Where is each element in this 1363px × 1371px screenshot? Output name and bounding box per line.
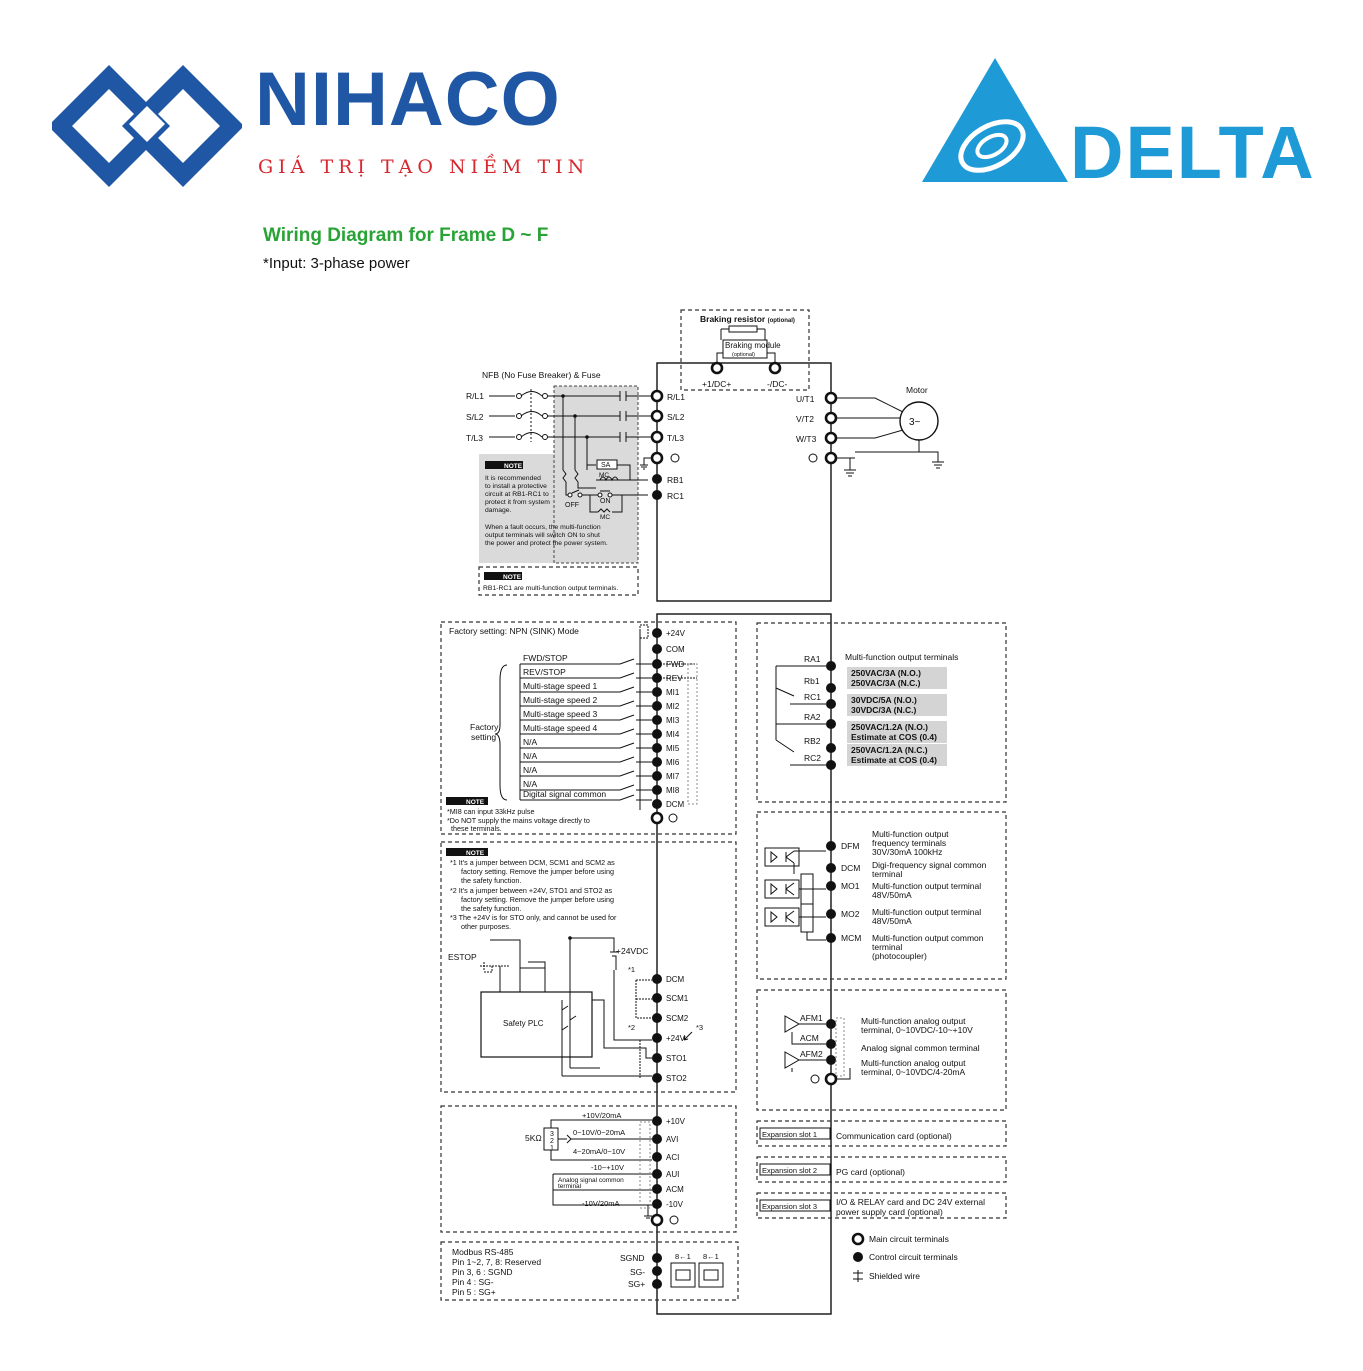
ground-icon	[669, 814, 677, 822]
terminal-avi	[652, 1134, 662, 1144]
terminal-mi6	[652, 757, 662, 767]
photocoupler-desc-4-2: 48V/50mA	[872, 916, 912, 926]
legend-control-terminal-icon	[853, 1252, 863, 1262]
expansion-desc-3b: power supply card (optional)	[836, 1207, 943, 1217]
safety-note-8: other purposes.	[461, 922, 511, 931]
terminal-label-afm2-out: AFM2	[800, 1049, 823, 1059]
note-1-line-2: to install a protective	[485, 483, 547, 490]
diagram-title: Wiring Diagram for Frame D ~ F	[263, 225, 549, 246]
nfb-label: NFB (No Fuse Breaker) & Fuse	[482, 370, 601, 380]
photocoupler-icons	[765, 848, 826, 940]
terminal-label-scm2: SCM2	[666, 1014, 689, 1023]
terminal-sto2	[652, 1073, 662, 1083]
terminal-dcm	[652, 799, 662, 809]
relay-title: Multi-function output terminals	[845, 652, 959, 662]
legend-main: Main circuit terminals	[869, 1234, 949, 1244]
expansion-slot-1: Expansion slot 1	[762, 1130, 818, 1139]
expansion-section	[757, 1121, 1006, 1218]
modbus-terminal-label-3: SG+	[628, 1279, 646, 1289]
terminal-label-mi7: MI7	[666, 772, 680, 781]
mc-label-bottom: MC	[600, 514, 611, 521]
analog-output-desc-1-2: terminal, 0~10VDC/-10~+10V	[861, 1025, 973, 1035]
terminal-scm2	[652, 1013, 662, 1023]
terminal-ra1	[826, 661, 836, 671]
terminal-label-afm1-out: AFM1	[800, 1013, 823, 1023]
legend	[853, 1234, 958, 1282]
safety-note-3: the safety function.	[461, 876, 522, 885]
terminal-label-com: COM	[666, 645, 685, 654]
terminal-t-l3	[652, 432, 662, 442]
terminal-label-rc2: RC2	[804, 753, 822, 763]
ground-icon	[671, 454, 679, 462]
di-label-1: FWD/STOP	[523, 653, 568, 663]
safety-note-6: the safety function.	[461, 904, 522, 913]
estop-label: ESTOP	[448, 952, 477, 962]
terminal-label-10v: -10V	[666, 1200, 683, 1209]
terminal-dcm	[652, 974, 662, 984]
expansion-desc-3a: I/O & RELAY card and DC 24V external	[836, 1197, 985, 1207]
terminal-dfm-out	[826, 841, 836, 851]
note-1-line-6: When a fault occurs, the multi-function	[485, 524, 601, 531]
ai-label-5: Analog signal common	[558, 1177, 624, 1184]
pot-pin-2: 2	[550, 1138, 554, 1145]
terminal-mcm-out	[826, 933, 836, 943]
analog-input-section	[441, 1106, 736, 1232]
terminal-rc2	[826, 760, 836, 770]
terminal-mo2-out	[826, 909, 836, 919]
di-label-10: N/A	[523, 779, 538, 789]
factory-setting-label-1: Factory	[470, 722, 499, 732]
nihaco-tagline: GIÁ TRỊ TẠO NIỀM TIN	[258, 156, 590, 178]
terminal-ground-ai	[652, 1215, 662, 1225]
terminal-label-rc1: RC1	[804, 692, 822, 702]
modbus-terminal-label-1: SGND	[620, 1253, 645, 1263]
terminal-10v	[652, 1116, 662, 1126]
rj45-port-label-1: 8←1	[675, 1252, 691, 1261]
motor-label: Motor	[906, 385, 928, 395]
input-terminal-label-2: S/L2	[667, 412, 685, 422]
di-label-7: N/A	[523, 737, 538, 747]
terminal-label-sto1: STO1	[666, 1054, 687, 1063]
analog-output-desc-3-2: terminal, 0~10VDC/4-20mA	[861, 1067, 966, 1077]
terminal-s-l2	[652, 411, 662, 421]
terminal-label-24v: +24V	[666, 629, 685, 638]
safety-mark-3: *3	[696, 1023, 704, 1032]
safety-note-5: factory setting. Remove the jumper before using	[461, 895, 615, 904]
ai-label-1: +10V/20mA	[582, 1111, 622, 1120]
pot-label: 5KΩ	[525, 1133, 542, 1143]
dc-neg-label: -/DC-	[767, 379, 788, 389]
terminal-sg-minus	[652, 1266, 662, 1276]
power-input-section	[466, 370, 685, 595]
terminal-com	[652, 644, 662, 654]
terminal-ground-di	[652, 813, 662, 823]
legend-shielded: Shielded wire	[869, 1271, 921, 1281]
relay-rating-3a: 250VAC/1.2A (N.O.)	[851, 722, 928, 732]
relay-rating-1b: 250VAC/3A (N.C.)	[851, 678, 921, 688]
terminal-mo1-out	[826, 881, 836, 891]
terminal-fwd	[652, 659, 662, 669]
note-2-tag: NOTE	[503, 574, 522, 581]
terminal-label-ra2: RA2	[804, 712, 821, 722]
terminal-label-mcm-out: MCM	[841, 933, 862, 943]
expansion-desc-2: PG card (optional)	[836, 1167, 905, 1177]
safety-plc-label: Safety PLC	[503, 1019, 544, 1028]
di-note-1: *MI8 can input 33kHz pulse	[447, 807, 535, 816]
note-2-text: RB1-RC1 are multi-function output terminals.	[483, 585, 619, 592]
terminal-acm	[652, 1184, 662, 1194]
nihaco-wordmark: NIHACO	[255, 57, 561, 142]
terminal-ra2	[826, 719, 836, 729]
analog-output-desc-2-1: Analog signal common terminal	[861, 1043, 980, 1053]
terminal-label-mi3: MI3	[666, 716, 680, 725]
modbus-line-4: Pin 4 : SG-	[452, 1277, 494, 1287]
expansion-slot-2: Expansion slot 2	[762, 1166, 818, 1175]
braking-module-label: Braking module	[725, 341, 781, 350]
braking-module-optional: (optional)	[732, 352, 755, 358]
delta-wordmark: DELTA	[1070, 111, 1316, 194]
relay-output-section	[757, 623, 1006, 802]
di-switch	[520, 757, 652, 762]
supply-label-1: R/L1	[466, 391, 484, 401]
terminal-label-acm-out: ACM	[800, 1033, 819, 1043]
terminal-v-t2	[826, 413, 836, 423]
photocoupler-desc-5-2: terminal	[872, 942, 903, 952]
terminal-label-rb2: RB2	[804, 736, 821, 746]
diagram-subtitle: *Input: 3-phase power	[263, 255, 410, 272]
terminal-label-dcm: DCM	[666, 800, 685, 809]
sa-label: SA	[601, 462, 611, 469]
terminal-label-mi1: MI1	[666, 688, 680, 697]
ground-icon	[670, 1216, 678, 1224]
dc-pos-label: +1/DC+	[702, 379, 732, 389]
note-1-line-3: circuit at RB1-RC1 to	[485, 491, 549, 498]
off-label: OFF	[565, 502, 579, 509]
di-note-tag: NOTE	[466, 799, 485, 806]
modbus-terminal-label-2: SG-	[630, 1267, 646, 1277]
terminal-rev	[652, 673, 662, 683]
relay-terminal-label-1: RB1	[667, 475, 684, 485]
safety-note-1: *1 It's a jumper between DCM, SCM1 and SCM2 as	[450, 858, 615, 867]
di-label-8: N/A	[523, 751, 538, 761]
supply-label-3: T/L3	[466, 433, 484, 443]
terminal-label-avi: AVI	[666, 1135, 679, 1144]
terminal-label-rb1: Rb1	[804, 676, 820, 686]
photocoupler-desc-1-1: Multi-function output	[872, 829, 949, 839]
modbus-line-5: Pin 5 : SG+	[452, 1287, 496, 1297]
photocoupler-desc-4-1: Multi-function output terminal	[872, 907, 982, 917]
photocoupler-desc-3-2: 48V/50mA	[872, 890, 912, 900]
legend-control: Control circuit terminals	[869, 1252, 958, 1262]
terminal-aui	[652, 1169, 662, 1179]
pot-pin-3: 3	[550, 1131, 554, 1138]
di-label-6: Multi-stage speed 4	[523, 723, 598, 733]
terminal-w-t3	[826, 433, 836, 443]
safety-note-4: *2 It's a jumper between +24V, STO1 and STO2 as	[450, 886, 613, 895]
terminal-label-rev: REV	[666, 674, 683, 683]
supply-label-2: S/L2	[466, 412, 484, 422]
safety-note-2: factory setting. Remove the jumper before using	[461, 867, 615, 876]
terminal-scm1	[652, 993, 662, 1003]
photocoupler-section	[757, 812, 1006, 979]
terminal-label-mo1-out: MO1	[841, 881, 860, 891]
terminal-mi2	[652, 701, 662, 711]
ai-label-7: -10V/20mA	[582, 1199, 620, 1208]
digital-input-section	[441, 622, 736, 834]
note-1-line-8: the power and protect the power system.	[485, 540, 608, 547]
output-terminal-label-1: U/T1	[796, 394, 815, 404]
safety-section	[441, 842, 736, 1092]
terminal-24v	[652, 628, 662, 638]
rj45-port-icon	[671, 1263, 695, 1287]
terminal-afm1-out	[826, 1019, 836, 1029]
terminal-mi3	[652, 715, 662, 725]
terminal-label-ra1: RA1	[804, 654, 821, 664]
di-label-5: Multi-stage speed 3	[523, 709, 598, 719]
di-label-4: Multi-stage speed 2	[523, 695, 598, 705]
terminal-ground-ao	[826, 1074, 836, 1084]
di-label-2: REV/STOP	[523, 667, 566, 677]
terminal-label-dcm: DCM	[666, 975, 685, 984]
output-terminal-label-2: V/T2	[796, 414, 814, 424]
modbus-line-1: Modbus RS-485	[452, 1247, 514, 1257]
photocoupler-desc-1-2: frequency terminals	[872, 838, 947, 848]
analog-output-desc-1-1: Multi-function analog output	[861, 1016, 966, 1026]
terminal-sto1	[652, 1053, 662, 1063]
di-switch	[520, 743, 652, 748]
relay-terminal-label-2: RC1	[667, 491, 685, 501]
terminal-rc1	[826, 699, 836, 709]
terminal-label-mo2-out: MO2	[841, 909, 860, 919]
relay-rating-2a: 30VDC/5A (N.O.)	[851, 695, 917, 705]
note-1-line-5: damage.	[485, 507, 512, 514]
analog-output-section	[757, 990, 1006, 1110]
mc-label-top: MC	[599, 472, 610, 479]
di-switch	[520, 771, 652, 776]
terminal-label-mi2: MI2	[666, 702, 680, 711]
di-label-3: Multi-stage speed 1	[523, 681, 598, 691]
relay-rating-2b: 30VDC/3A (N.C.)	[851, 705, 917, 715]
ground-icon	[809, 454, 817, 462]
legend-main-terminal-icon	[853, 1234, 863, 1244]
terminal-mi5	[652, 743, 662, 753]
expansion-slot-3: Expansion slot 3	[762, 1202, 818, 1211]
terminal-label-mi8: MI8	[666, 786, 680, 795]
di-label-11: Digital signal common	[523, 789, 607, 799]
note-1-tag: NOTE	[504, 463, 523, 470]
terminal-aci	[652, 1152, 662, 1162]
terminal-rb2	[826, 743, 836, 753]
terminal-label-aui: AUI	[666, 1170, 680, 1179]
note-2-box	[479, 567, 638, 595]
pot-pin-1: 1	[550, 1145, 554, 1152]
terminal-label-fwd: FWD	[666, 660, 685, 669]
ai-label-3: 4~20mA/0~10V	[573, 1147, 626, 1156]
photocoupler-desc-5-3: (photocoupler)	[872, 951, 927, 961]
terminal-label-24v: +24V	[666, 1034, 685, 1043]
terminal-r-l1	[652, 391, 662, 401]
expansion-desc-1: Communication card (optional)	[836, 1131, 952, 1141]
terminal-mi8	[652, 785, 662, 795]
input-terminal-label-1: R/L1	[667, 392, 685, 402]
modbus-line-3: Pin 3, 6 : SGND	[452, 1267, 513, 1277]
note-1-line-4: protect it from system	[485, 499, 550, 506]
motor-symbol: 3~	[909, 417, 921, 428]
terminal-label-mi5: MI5	[666, 744, 680, 753]
npn-mode-label: Factory setting: NPN (SINK) Mode	[449, 626, 579, 636]
legend-shielded-wire-icon	[853, 1270, 863, 1282]
safety-mark-1: *1	[628, 965, 636, 974]
safety-mark-2: *2	[628, 1023, 636, 1032]
input-terminal-label-3: T/L3	[667, 433, 685, 443]
modbus-section	[441, 1242, 738, 1300]
nfb-breakers	[517, 389, 548, 442]
relay-rating-4a: 250VAC/1.2A (N.C.)	[851, 745, 928, 755]
ai-label-2: 0~10V/0~20mA	[573, 1128, 626, 1137]
photocoupler-desc-2-2: terminal	[872, 869, 903, 879]
terminal-sg-plus	[652, 1279, 662, 1289]
note-1-line-7: output terminals will switch ON to shut	[485, 532, 600, 539]
terminal-mi4	[652, 729, 662, 739]
supply-24vdc-label: +24VDC	[616, 946, 649, 956]
terminal-ground-output	[826, 453, 836, 463]
rj45-port-icon	[699, 1263, 723, 1287]
terminal-dcm-out	[826, 863, 836, 873]
photocoupler-desc-1-3: 30V/30mA 100kHz	[872, 847, 943, 857]
terminal-rc1	[652, 490, 662, 500]
terminal-label-scm1: SCM1	[666, 994, 689, 1003]
di-note-3: these terminals.	[451, 824, 502, 833]
terminal-label-acm: ACM	[666, 1185, 684, 1194]
terminal-label-dcm-out: DCM	[841, 863, 861, 873]
terminal-sgnd	[652, 1253, 662, 1263]
output-terminal-label-3: W/T3	[796, 434, 817, 444]
terminal-afm2-out	[826, 1055, 836, 1065]
on-label: ON	[600, 498, 611, 505]
terminal-rb1	[652, 474, 662, 484]
terminal-label-dfm-out: DFM	[841, 841, 860, 851]
ai-label-6: terminal	[558, 1183, 582, 1190]
terminal-acm-out	[826, 1039, 836, 1049]
relay-rating-3b: Estimate at COS (0.4)	[851, 732, 937, 742]
relay-rating-4b: Estimate at COS (0.4)	[851, 755, 937, 765]
modbus-line-2: Pin 1~2, 7, 8: Reserved	[452, 1257, 542, 1267]
braking-section	[681, 310, 809, 390]
photocoupler-desc-2-1: Digi-frequency signal common	[872, 860, 987, 870]
terminal-mi7	[652, 771, 662, 781]
terminal-label-mi4: MI4	[666, 730, 680, 739]
factory-setting-label-2: setting	[471, 732, 497, 742]
terminal-label-aci: ACI	[666, 1153, 680, 1162]
terminal-24v	[652, 1033, 662, 1043]
photocoupler-desc-5-1: Multi-function output common	[872, 933, 984, 943]
di-note-2: *Do NOT supply the mains voltage directly to	[447, 816, 590, 825]
rj45-port-label-2: 8←1	[703, 1252, 719, 1261]
terminal-10v	[652, 1199, 662, 1209]
di-label-9: N/A	[523, 765, 538, 775]
braking-resistor-label: Braking resistor (optional)	[700, 314, 795, 324]
ground-icon	[811, 1075, 819, 1083]
analog-output-desc-3-1: Multi-function analog output	[861, 1058, 966, 1068]
photocoupler-desc-3-1: Multi-function output terminal	[872, 881, 982, 891]
terminal-label-sto2: STO2	[666, 1074, 687, 1083]
motor-section	[796, 385, 944, 476]
terminal-label-mi6: MI6	[666, 758, 680, 767]
terminal-rb1	[826, 683, 836, 693]
safety-note-7: *3 The +24V is for STO only, and cannot be used for	[450, 913, 617, 922]
terminal-u-t1	[826, 393, 836, 403]
terminal-ground-input	[652, 453, 662, 463]
relay-rating-1a: 250VAC/3A (N.O.)	[851, 668, 921, 678]
ai-label-4: -10~+10V	[591, 1163, 624, 1172]
note-1-line-1: It is recommended	[485, 475, 541, 482]
terminal-mi1	[652, 687, 662, 697]
safety-note-tag: NOTE	[466, 850, 485, 857]
terminal-label-10v: +10V	[666, 1117, 685, 1126]
